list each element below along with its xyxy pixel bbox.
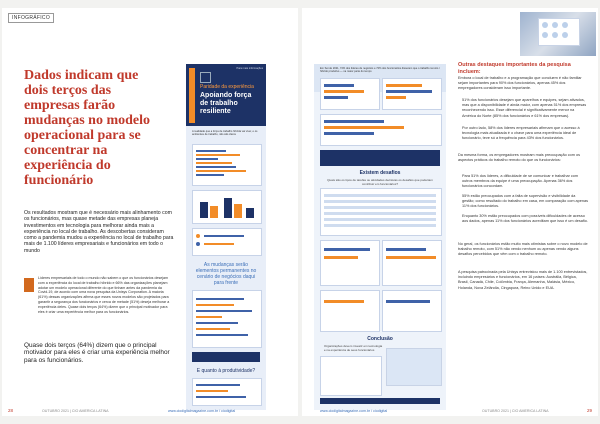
- chart-bar: [196, 390, 228, 392]
- table-row: [324, 194, 436, 197]
- chart-bar: [196, 384, 240, 386]
- right-paragraph-2: Da mesma forma, os empregadores mostram mais preocupação com os aspectos práticos do trabalho remoto do que os funcionários:: [458, 153, 580, 163]
- chart-bar: [204, 235, 244, 237]
- left-page: [2, 8, 298, 416]
- table-row: [324, 200, 436, 203]
- conclusion-card: [320, 356, 382, 396]
- challenge-card: [320, 290, 380, 332]
- chart-bar: [196, 166, 236, 168]
- chart-bar: [196, 298, 244, 300]
- chart-bar: [196, 316, 222, 318]
- person-icon: [542, 22, 548, 28]
- person-icon: [562, 32, 568, 38]
- infographic-conclusion-sub: Organizações devem investir em tecnologia e na experiência de seus funcionários: [324, 344, 383, 352]
- chart-bar: [324, 120, 384, 123]
- chart-bar: [386, 256, 436, 259]
- drop-cap-block: [24, 278, 34, 292]
- folio-right: 29: [586, 408, 592, 413]
- chart-bar: [196, 150, 226, 152]
- right-bullet: Para 51% dos líderes, a dificuldade de se comunicar e trabalhar com outros membros da equipe é uma preocupação. Apenas 36% dos funcionários concordam.: [462, 174, 579, 189]
- chart-card-5: [192, 378, 262, 406]
- chart-bar: [324, 96, 348, 99]
- chart-bar: [386, 248, 426, 251]
- chart-bar: [386, 96, 406, 99]
- infographic-left: [186, 64, 266, 410]
- right-page: [302, 8, 598, 416]
- stat-dot-icon: [196, 234, 200, 238]
- table-row: [324, 218, 436, 221]
- right-paragraph-3: No geral, os funcionários estão muito mais otimistas sobre o novo modelo de trabalho remoto, com 51% não vendo nenhum ou apenas vendo alguns desafios percebidos que vêm com o trabalho remoto.: [458, 242, 588, 257]
- challenge-card: [382, 240, 442, 286]
- logo-tile-icon: [200, 72, 211, 83]
- infographic-right-section-sub: Quais são os tipos de tarefas ou atividades decisivas os desafios que poderiam contribuir em funcionários?: [327, 178, 433, 186]
- footer-right-url: www.ciodigitalmagazine.com.br / ciodigital: [320, 409, 388, 413]
- body-text: Líderes empresariais de todo o mundo não sabem o que os funcionários desejam com a experiência do local de trabalho híbrido e 66% das organizações planejam adotar um modelo operacional diferente do que tinham antes da pandemia da Covid-19, de acordo com uma nova pesquisa da Unisys Corporation. A maioria (61%) dessas organizações afirma que esses novos modelos são projetados para garantir a segurança dos funcionários e cerca de metade (51%) deseja melhorar a experiência deles. Quase dois terços (64%) dizem que o principal motivador para eles é criar uma experiência melhor para os funcionários.: [38, 276, 170, 314]
- page-tag-left: INFOGRÁFICO: [8, 13, 54, 23]
- table-row: [324, 212, 436, 215]
- right-heading: Outras destaques importantes da pesquisa incluem:: [458, 62, 571, 75]
- person-icon: [552, 22, 558, 28]
- infographic-right-top: Em Set de 2021, 72% dos líderes de negócios e 72% dos funcionários disseram que o trabalho remoto / híbrido produtivo — na maior parte do tempo: [320, 67, 440, 74]
- chart-bar: [324, 90, 364, 93]
- infographic-header: [186, 64, 266, 126]
- right-bullet: Por outro lado, 58% dos líderes empresariais afirmam que o acesso à tecnologia mais atualizada é o chave para uma experiência ideal de funcionário, teve só a frequência para 43% dos funcionários.: [462, 126, 580, 141]
- chart-card-3: [192, 228, 262, 256]
- infographic-lede: A realidade que a força de trabalho híbrida vai viver, e os ambientes de trabalho, não são claros: [192, 130, 258, 137]
- insight-band: [320, 150, 440, 166]
- chart-bar: [324, 132, 374, 135]
- chart-column: [246, 208, 254, 218]
- challenge-card: [382, 290, 442, 332]
- right-paragraph-4: A pesquisa patrocinada pela Unisys entrevistou mais de 1.100 entrevistados, incluindo empresários e funcionários, em 16 países: Austrália, Bélgica, Brasil, Canadá, Chile, Colômbia, França, Alemanha, Malásia, México, Holanda, Nova Zelândia, Cingapura, Reino Unido e EUA.: [458, 270, 588, 290]
- info-band: [192, 352, 260, 362]
- intro-paragraph: Os resultados mostram que é necessário mais alinhamento com os funcionários, mas quase metade das empresas planeja investimentos em tecnologia para melhorar ainda mais a experiência no local de trabalho. As descobertas consideram como a pandemia mudou a experiência no local de trabalho para mais de 1.100 líderes empresariais e funcionários em todo o mundo: [24, 210, 174, 254]
- chart-bar: [196, 154, 240, 156]
- folio-left: 28: [8, 408, 14, 413]
- footer-right-masthead: OUTUBRO 2021 | CIO AMERICA LATINA: [482, 409, 549, 413]
- chart-bar: [324, 126, 404, 129]
- chart-bar: [204, 243, 234, 245]
- chart-column: [200, 202, 208, 218]
- stat-row: [320, 114, 442, 146]
- chart-bar: [324, 248, 370, 251]
- orange-strip: [189, 68, 195, 123]
- mini-chart: [320, 78, 380, 110]
- chart-bar: [324, 84, 354, 87]
- stat-dot-icon: [196, 242, 200, 246]
- table-row: [324, 206, 436, 209]
- mini-chart: [382, 78, 442, 110]
- chart-bar: [196, 396, 246, 398]
- person-icon: [542, 32, 548, 38]
- infographic-conclusion: Conclusão: [367, 336, 393, 342]
- person-icon: [552, 32, 558, 38]
- chart-bar: [324, 300, 364, 303]
- person-icon: [562, 22, 568, 28]
- right-bullet: 55% estão preocupados com a falta de supervisão e visibilidade da gestão; como resultado do trabalho em casa, em comparação com apenas 11% dos funcionários.: [462, 194, 588, 209]
- infographic-title: Apoiando força de trabalho resiliente: [200, 92, 252, 115]
- chart-bar: [196, 310, 252, 312]
- right-bullet: 51% dos funcionários desejam que aparelhos e equipes, sejam ativados, mas que a disponibilidade é ainda maior, com apenas 51% dos empresas reconhecendo isso. Esse diferencial é significativamente menor na América do Norte (85% dos funcionários e 61% dos empresas).: [462, 98, 587, 118]
- infographic-right-section: Existem desafios: [359, 170, 401, 176]
- chart-bar: [196, 322, 238, 324]
- right-paragraph-1: Embora o local de trabalho e a programação que concluem é não familiar sejam importantes para 90% dos funcionários, apenas 45% dos empregadores consideram isso importante.: [458, 76, 582, 91]
- footer-left-url: www.ciodigitalmagazine.com.br / ciodigital: [168, 409, 236, 413]
- right-bullet: Enquanto 30% estão preocupados com possíveis dificuldades de acesso aos dados, apenas 11% dos funcionários acreditam que isso é um desafio.: [462, 214, 588, 224]
- chart-bar: [196, 158, 218, 160]
- chart-column: [234, 204, 242, 218]
- challenge-card: [320, 240, 380, 286]
- headline: Dados indicam que dois terços das empresas farão mudanças no modelo operacional para se concentrar na experiência do funcionário: [24, 68, 151, 188]
- chart-bar: [196, 162, 232, 164]
- device-illustration: [386, 348, 442, 386]
- chart-bar: [196, 328, 230, 330]
- chart-bar: [386, 90, 432, 93]
- chart-bar: [196, 334, 248, 336]
- infographic-meta: Para mais informações: [236, 67, 263, 70]
- chart-bar: [196, 174, 224, 176]
- infographic-bottom-title: E quanto à produtividade?: [196, 368, 256, 374]
- infographic-section-title: Paridade da experiência: [200, 84, 254, 90]
- infographic-mid-title: As mudanças serão elementos permanentes no cenário de negócios daqui para frente: [195, 262, 257, 286]
- chart-bar: [386, 84, 422, 87]
- infographic-right: [314, 64, 446, 410]
- chart-bar: [196, 304, 234, 306]
- chart-column: [210, 206, 218, 218]
- chart-bar: [324, 256, 358, 259]
- chart-bar: [386, 300, 430, 303]
- chart-bar: [196, 170, 246, 172]
- table-row: [324, 224, 436, 227]
- chart-column: [224, 198, 232, 218]
- footer-band: [320, 398, 440, 404]
- footer-left-masthead: OUTUBRO 2021 | CIO AMERICA LATINA: [42, 409, 109, 413]
- pull-quote: Quase dois terços (64%) dizem que o principal motivador para eles é criar uma experiência melhor para os funcionários.: [24, 342, 170, 364]
